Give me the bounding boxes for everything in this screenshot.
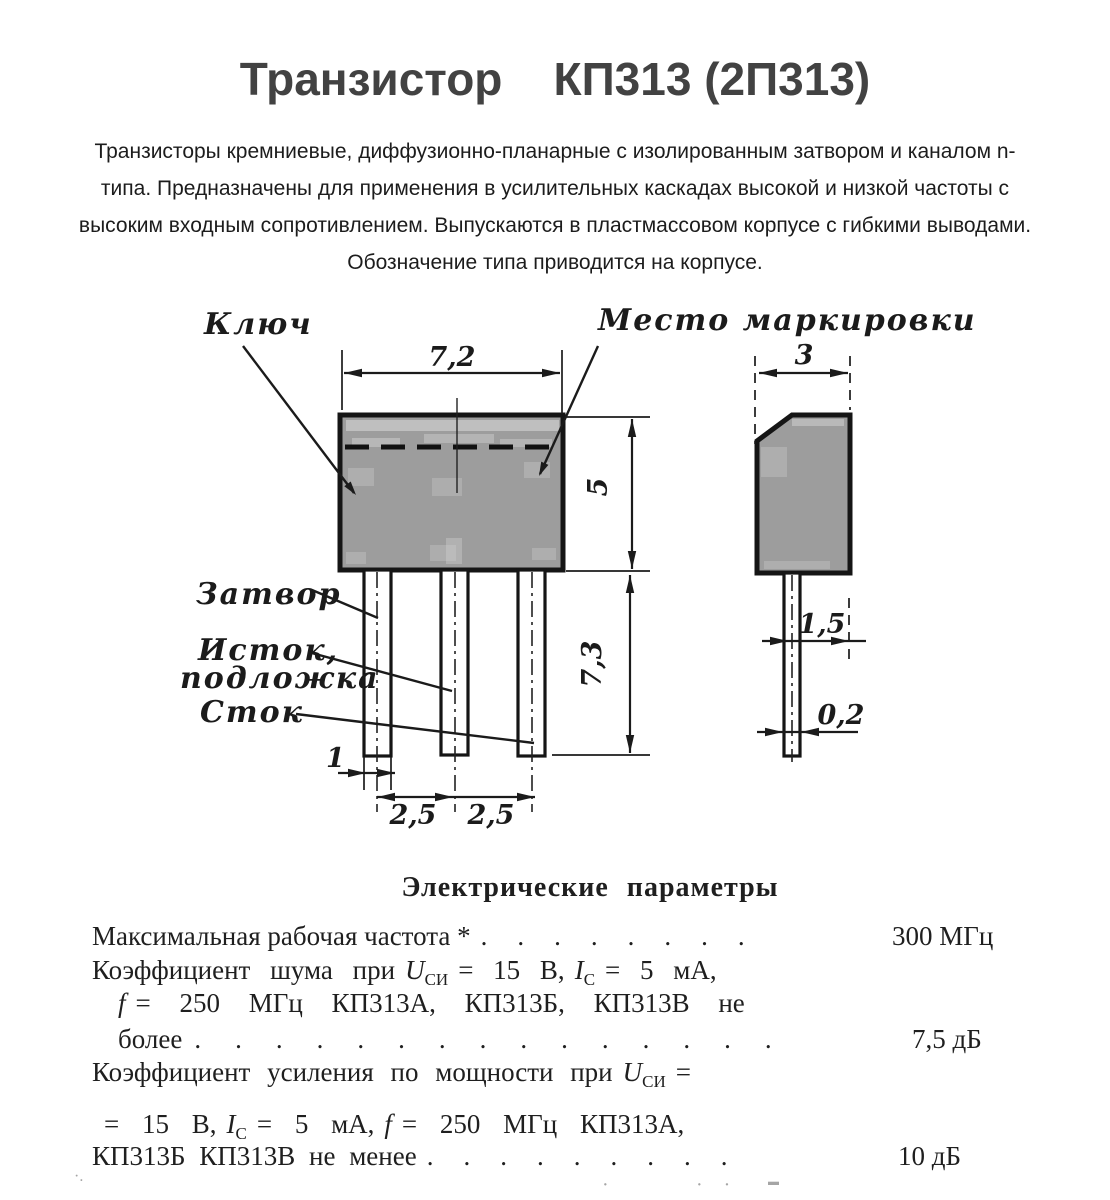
symbol-i: I xyxy=(574,955,584,985)
symbol-f: f xyxy=(384,1109,392,1139)
marking-place-label: Место маркировки xyxy=(598,303,977,338)
dimension-lead-thickness xyxy=(757,700,864,736)
param-text: Коэффициент усиления по мощности при xyxy=(92,1057,613,1087)
drain-label: Сток xyxy=(200,695,304,730)
param-value-power-gain: 10 дБ xyxy=(898,1141,961,1171)
intro-paragraph xyxy=(15,133,1095,281)
param-text: = xyxy=(675,1057,691,1087)
param-row-max-frequency xyxy=(92,921,775,952)
param-label: Максимальная рабочая частота * xyxy=(92,921,471,951)
dot-leader: ............... xyxy=(194,1024,806,1054)
param-text: Коэффициент шума при xyxy=(92,955,396,985)
param-row-noise-figure-value-line xyxy=(118,1024,806,1055)
param-text: = 250 МГц КП313А, КП313Б, КП313В не xyxy=(135,988,745,1018)
subscript-si: СИ xyxy=(642,1072,666,1091)
param-row-noise-figure-types xyxy=(118,988,745,1019)
symbol-i: I xyxy=(226,1109,236,1139)
dimension-body-width xyxy=(342,342,562,414)
symbol-u: U xyxy=(405,955,425,985)
callout-key xyxy=(203,307,356,495)
dimension-body-height xyxy=(566,417,650,571)
dimension-lead-pitch xyxy=(377,793,535,831)
param-text: = 250 МГц КП313А, xyxy=(401,1109,685,1139)
intro-line-1: Транзисторы кремниевые, диффузионно-планарные с изолированным затвором и каналом n- xyxy=(94,140,1016,163)
dim-5: 5 xyxy=(583,477,614,497)
param-text: = 15 В, xyxy=(104,1109,217,1139)
dimension-lead-length xyxy=(552,575,650,755)
symbol-u: U xyxy=(622,1057,643,1087)
param-text: = 15 В, xyxy=(458,955,565,985)
param-text: = 5 мА, xyxy=(256,1109,375,1139)
scan-artifact-dot-2: · · xyxy=(696,1174,739,1196)
intro-line-2: типа. Предназначены для применения в усилительных каскадах высокой и низкой частоты с xyxy=(100,177,1010,200)
dim-1-5: 1,5 xyxy=(798,609,846,640)
subscript-c: С xyxy=(235,1124,247,1143)
param-row-power-gain-conditions-2 xyxy=(104,1109,684,1144)
scan-artifact-dash: ▬ xyxy=(768,1176,779,1188)
param-value-noise-figure: 7,5 дБ xyxy=(912,1024,982,1054)
dim-1: 1 xyxy=(326,743,345,774)
scan-artifact-left: ·. xyxy=(74,1168,84,1185)
dot-leader: ......... xyxy=(426,1141,758,1171)
symbol-f: f xyxy=(118,988,126,1018)
param-text: = 5 мА, xyxy=(605,955,717,985)
callout-source-substrate xyxy=(180,633,452,696)
package-outline-drawing xyxy=(150,285,1050,860)
gate-label: Затвор xyxy=(196,577,342,612)
param-value-max-frequency: 300 МГц xyxy=(892,921,994,951)
scan-artifact-dot-1: · xyxy=(602,1174,609,1196)
intro-line-3: высоким входным сопротивлением. Выпускаются в пластмассовом корпусе с гибкими выводами. xyxy=(78,214,1032,237)
callout-gate xyxy=(196,577,378,618)
param-label: более xyxy=(118,1024,183,1054)
dim-3: 3 xyxy=(794,340,814,371)
param-label: КП313Б КП313В не менее xyxy=(92,1141,417,1171)
package-body-side xyxy=(757,415,850,573)
page-title: Транзистор КП313 (2П313) xyxy=(239,53,871,105)
subscript-c: С xyxy=(583,970,596,989)
param-row-noise-figure-conditions xyxy=(92,955,717,990)
parameters-heading: Электрические параметры xyxy=(401,872,779,903)
subscript-si: СИ xyxy=(424,970,449,989)
key-label: Ключ xyxy=(204,307,313,342)
dim-0-2: 0,2 xyxy=(817,700,865,731)
source-label-line2: подложка xyxy=(180,661,380,696)
dot-leader: ........ xyxy=(480,921,775,951)
front-view xyxy=(340,398,563,812)
dimension-side-lead-offset xyxy=(762,598,866,662)
intro-line-4: Обозначение типа приводится на корпусе. xyxy=(347,251,763,274)
param-row-power-gain-conditions xyxy=(92,1057,691,1092)
dim-7-3: 7,3 xyxy=(577,640,608,688)
source-label-line1: Исток, xyxy=(198,633,340,668)
dim-2-5-left: 2,5 xyxy=(389,800,437,831)
param-row-power-gain-value-line xyxy=(92,1141,757,1172)
dim-7-2: 7,2 xyxy=(428,342,476,373)
dim-2-5-right: 2,5 xyxy=(467,800,515,831)
